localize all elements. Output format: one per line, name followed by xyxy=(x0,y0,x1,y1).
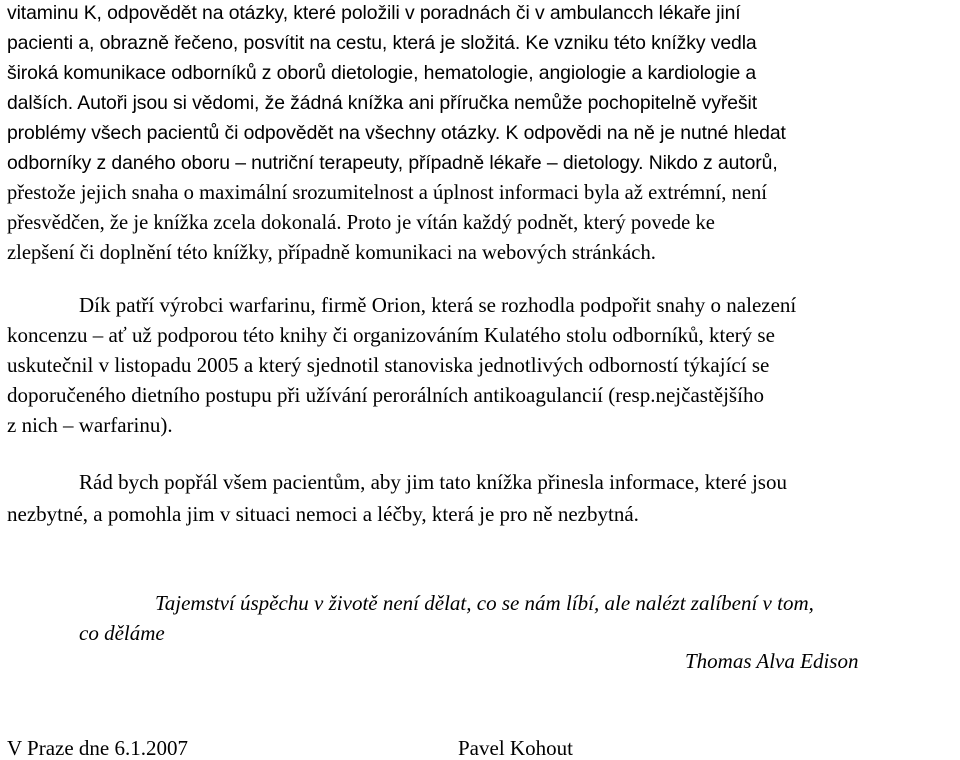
text-line: doporučeného dietního postupu při užívání perorálních antikoagulancií (resp.nejčastějšího xyxy=(7,383,764,407)
text-line: problémy všech pacientů či odpovědět na všechny otázky. K odpovědi na ně je nutné hledat xyxy=(7,122,786,144)
text-line: odborníky z daného oboru – nutriční terapeuty, případně lékaře – dietology. Nikdo z autorů, xyxy=(7,152,778,174)
text-line: zlepšení či doplnění této knížky, případně komunikaci na webových stránkách. xyxy=(7,242,656,264)
text-line: přesvědčen, že je knížka zcela dokonalá. Proto je vítán každý podnět, který povede ke xyxy=(7,212,715,234)
text-line: Rád bych popřál všem pacientům, aby jim tato knížka přinesla informace, které jsou xyxy=(79,470,787,494)
text-line: přestože jejich snaha o maximální srozumitelnost a úplnost informaci byla až extrémní, není xyxy=(7,182,768,204)
quote-line: Tajemství úspěchu v životě není dělat, co se nám líbí, ale nalézt zalíbení v tom, xyxy=(155,591,814,615)
place-date: V Praze dne 6.1.2007 xyxy=(7,736,188,760)
quote-line: co děláme xyxy=(79,621,165,645)
text-line: pacienti a, obrazně řečeno, posvítit na cestu, která je složitá. Ke vzniku této knížky vedla xyxy=(7,32,757,54)
text-line: z nich – warfarinu). xyxy=(7,413,173,437)
text-line: široká komunikace odborníků z oborů dietologie, hematologie, angiologie a kardiologie a xyxy=(7,62,757,84)
quote-author: Thomas Alva Edison xyxy=(685,649,859,673)
signature-name: Pavel Kohout xyxy=(458,736,573,760)
text-line: dalších. Autoři jsou si vědomi, že žádná knížka ani příručka nemůže pochopitelně vyřešit xyxy=(7,92,757,114)
text-line: koncenzu – ať už podporou této knihy či organizováním Kulatého stolu odborníků, který se xyxy=(7,323,775,347)
text-line: uskutečnil v listopadu 2005 a který sjednotil stanoviska jednotlivých odborností týkající se xyxy=(7,353,770,377)
text-line: nezbytné, a pomohla jim v situaci nemoci a léčby, která je pro ně nezbytná. xyxy=(7,502,639,526)
text-line: Dík patří výrobci warfarinu, firmě Orion, která se rozhodla podpořit snahy o nalezení xyxy=(79,293,797,317)
text-line: vitaminu K, odpovědět na otázky, které položili v poradnách či v ambulancch lékaře jiní xyxy=(7,2,741,24)
